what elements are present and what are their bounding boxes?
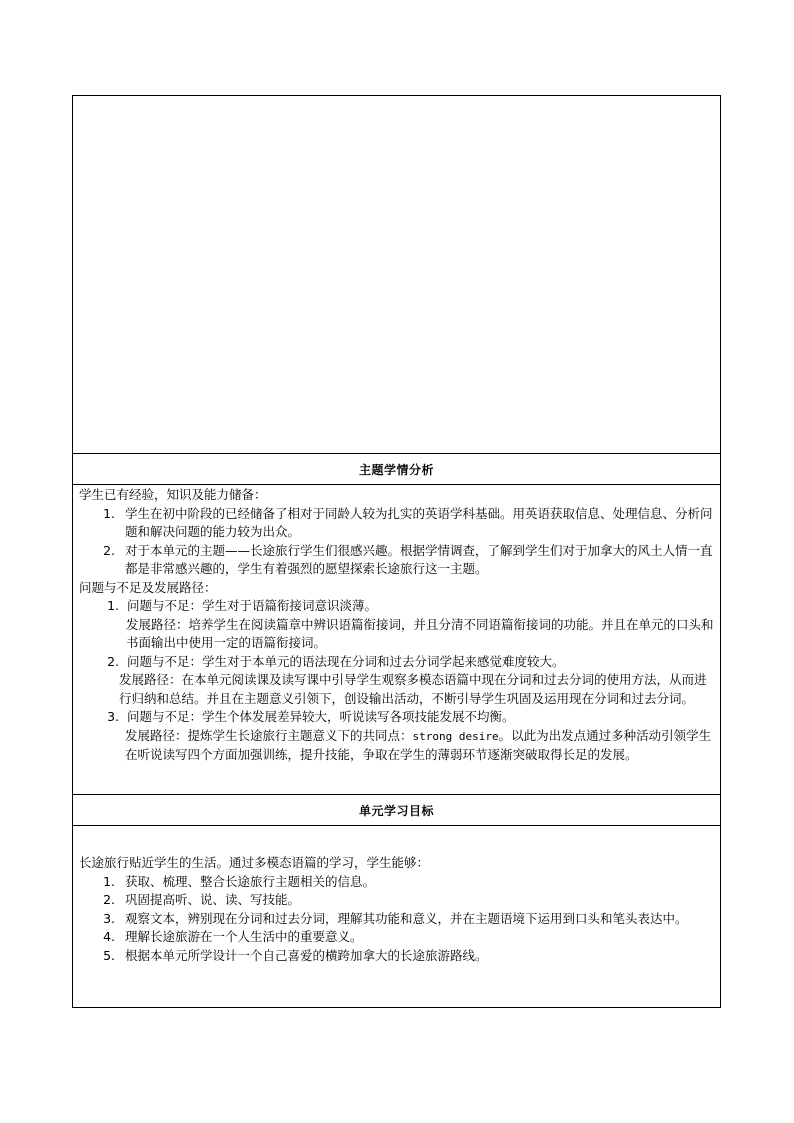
blank-cell [73, 96, 720, 454]
problems-title: 问题与不足及发展路径： [79, 579, 217, 595]
problem-item: 3. 问题与不足：学生个体发展差异较大，听说读写各项技能发展不均衡。 [107, 709, 515, 724]
situation-analysis-heading: 主题学情分析 [73, 454, 720, 485]
goal-item: 3. 观察文本，辨别现在分词和过去分词，理解其功能和意义，并在主题语境下运用到口头和笔头表达中。 [103, 910, 688, 926]
keyword-strong-desire: strong desire [412, 729, 499, 743]
problem-item: 2. 问题与不足：学生对于本单元的语法现在分词和过去分词学起来感觉难度较大。 [107, 653, 565, 669]
goal-item: 2. 巩固提高听、说、读、写技能。 [103, 892, 301, 907]
experience-item: 2. 对于本单元的主题——长途旅行学生们很感兴趣。根据学情调查，了解到学生们对于加拿大的风土人情一直都是非常感兴趣的，学生有着强烈的愿望探索长途旅行这一主题。 [103, 542, 713, 576]
development-path: 发展路径：在本单元阅读课及读写课中引导学生观察多模态语篇中现在分词和过去分词的使用方法，从而进行归纳和总结。并且在主题意义引领下，创设输出活动，不断引导学生巩固及运用现在分词和过去分词。 [119, 672, 707, 706]
goal-item: 1. 获取、梳理、整合长途旅行主题相关的信息。 [103, 873, 376, 889]
learning-goals-content [73, 826, 720, 1007]
document-table [72, 95, 721, 1008]
goals-intro: 长途旅行贴近学生的生活。通过多模态语篇的学习，学生能够： [79, 855, 430, 870]
learning-goals-heading: 单元学习目标 [73, 795, 720, 826]
experience-title: 学生已有经验，知识及能力储备： [79, 487, 267, 502]
development-path: 发展路径：培养学生在阅读篇章中辨识语篇衔接词，并且分清不同语篇衔接词的功能。并且在单元的口头和书面输出中使用一定的语篇衔接词。 [126, 616, 714, 650]
situation-analysis-content [73, 485, 720, 795]
problem-item: 1. 问题与不足：学生对于语篇衔接词意识淡薄。 [107, 598, 378, 613]
development-path: 发展路径：提炼学生长途旅行主题意义下的共同点：strong desire。以此为出发点通过多种活动引领学生在听说读写四个方面加强训练，提升技能，争取在学生的薄弱环节逐渐突破取得长足的发展。 [125, 727, 712, 762]
experience-item: 1. 学生在初中阶段的已经储备了相对于同龄人较为扎实的英语学科基础。用英语获取信息、处理信息、分析问题和解决问题的能力较为出众。 [103, 505, 713, 539]
goal-item: 5. 根据本单元所学设计一个自己喜爱的横跨加拿大的长途旅游路线。 [103, 947, 488, 963]
goal-item: 4. 理解长途旅游在一个人生活中的重要意义。 [103, 929, 363, 944]
